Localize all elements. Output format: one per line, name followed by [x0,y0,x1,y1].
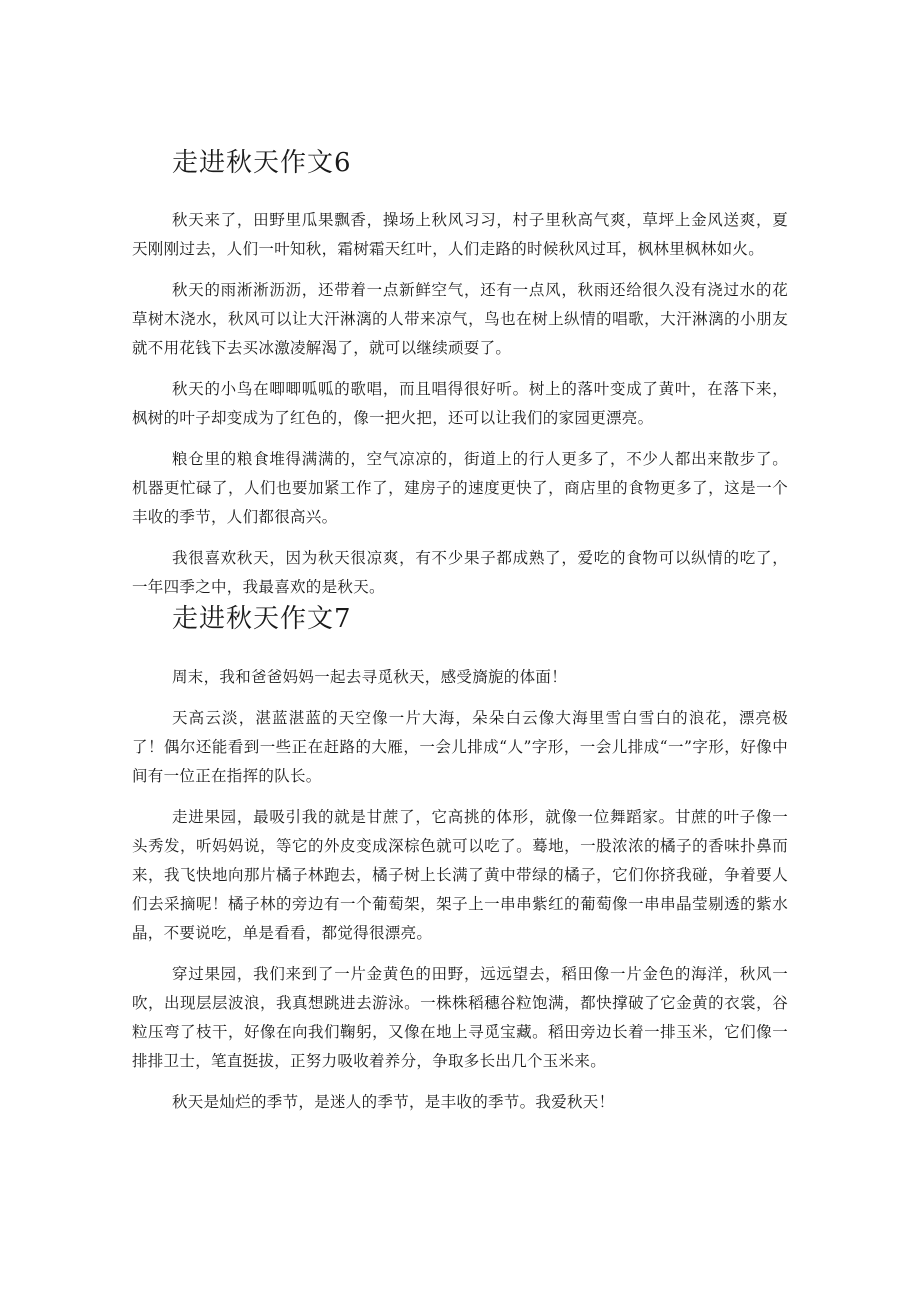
section-7-paragraph-4: 穿过果园，我们来到了一片金黄色的田野，远远望去，稻田像一片金色的海洋，秋风一吹，出现层层波浪，我真想跳进去游泳。一株株稻穗谷粒饱满，都快撑破了它金黄的衣裳，谷粒压弯了枝干，好像在向我们鞠躬，又像在地上寻觅宝藏。稻田旁边长着一排玉米，它们像一排排卫士，笔直挺拔，正努力吸收着养分，争取多长出几个玉米来。 [132,965,788,1070]
section-6-paragraph-4: 粮仓里的粮食堆得满满的，空气凉凉的，街道上的行人更多了，不少人都出来散步了。机器更忙碌了，人们也要加紧工作了，建房子的速度更快了，商店里的食物更多了，这是一个丰收的季节，人们都很高兴。 [132,450,788,526]
section-6-title: 走进秋天作文6 [172,148,352,178]
section-7-title: 走进秋天作文7 [172,604,352,634]
section-7-body [132,663,788,1117]
section-7-paragraph-1: 周末，我和爸爸妈妈一起去寻觅秋天，感受旖旎的体面！ [172,668,568,686]
section-7-paragraph-5: 秋天是灿烂的季节，是迷人的季节，是丰收的季节。我爱秋天！ [172,1093,615,1111]
section-7-paragraph-2: 天高云淡，湛蓝湛蓝的天空像一片大海，朵朵白云像大海里雪白雪白的浪花，漂亮极了！偶尔还能看到一些正在赶路的大雁，一会儿排成“人”字形，一会儿排成“一”字形，好像中间有一位正在指挥的队长。 [132,709,788,785]
section-6-paragraph-1: 秋天来了，田野里瓜果飘香，操场上秋风习习，村子里秋高气爽，草坪上金风送爽，夏天刚刚过去，人们一叶知秋，霜树霜天红叶，人们走路的时候秋风过耳，枫林里枫林如火。 [132,211,788,258]
section-6-paragraph-5: 我很喜欢秋天，因为秋天很凉爽，有不少果子都成熟了，爱吃的食物可以纵情的吃了，一年四季之中，我最喜欢的是秋天。 [132,549,788,596]
section-6-paragraph-2: 秋天的雨淅淅沥沥，还带着一点新鲜空气，还有一点风，秋雨还给很久没有浇过水的花草树木浇水，秋风可以让大汗淋漓的人带来凉气，鸟也在树上纵情的唱歌，大汗淋漓的小朋友就不用花钱下去买冰激凌解渴了，就可以继续顽耍了。 [132,281,788,357]
section-6-paragraph-3: 秋天的小鸟在唧唧呱呱的歌唱，而且唱得很好听。树上的落叶变成了黄叶，在落下来，枫树的叶子却变成为了红色的，像一把火把，还可以让我们的家园更漂亮。 [132,380,788,427]
section-7-paragraph-3: 走进果园，最吸引我的就是甘蔗了，它高挑的体形，就像一位舞蹈家。甘蔗的叶子像一头秀发，听妈妈说，等它的外皮变成深棕色就可以吃了。蓦地，一股浓浓的橘子的香味扑鼻而来，我飞快地向那片橘子林跑去，橘子树上长满了黄中带绿的橘子，它们你挤我碰，争着要人们去采摘呢！橘子林的旁边有一个葡萄架，架子上一串串紫红的葡萄像一串串晶莹剔透的紫水晶，不要说吃，单是看看，都觉得很漂亮。 [132,808,788,942]
section-6-body [132,206,788,602]
